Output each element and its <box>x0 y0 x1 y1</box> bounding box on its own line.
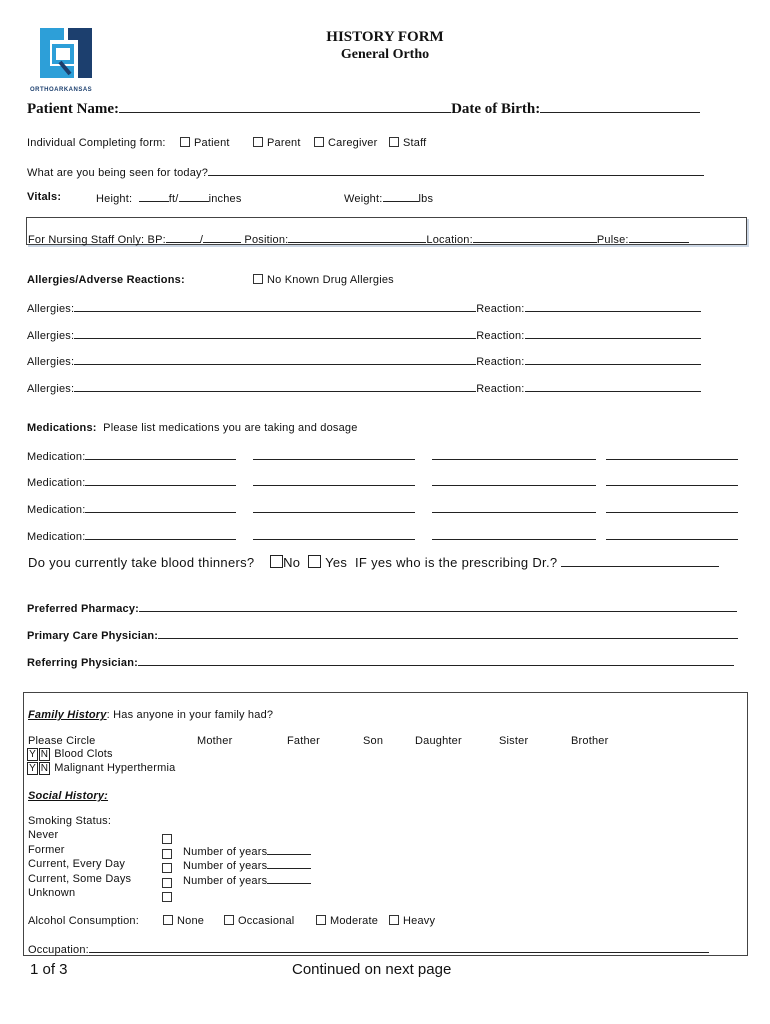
location-field[interactable] <box>473 232 597 243</box>
allergy-row <box>27 354 701 368</box>
height-label: Height: <box>96 193 133 205</box>
reaction-field[interactable] <box>525 301 701 312</box>
checkbox[interactable] <box>163 915 173 925</box>
smoking-option-current-some-days: Current, Some Days <box>28 873 132 885</box>
pcp-field[interactable] <box>158 628 738 639</box>
smoking-checkbox[interactable] <box>162 888 176 906</box>
medication-field[interactable] <box>85 529 236 540</box>
allergy-row <box>27 301 701 315</box>
allergy-label: Allergies: <box>27 330 75 342</box>
condition-row-blood-clots <box>27 748 113 761</box>
dob-label: Date of Birth: <box>451 101 541 117</box>
option-label: Occasional <box>238 915 295 927</box>
alcohol-label: Alcohol Consumption: <box>28 915 140 927</box>
pulse-label: Pulse: <box>596 234 629 246</box>
dob-field[interactable] <box>540 102 700 113</box>
years-label: Number of years <box>183 875 268 887</box>
patient-name-field[interactable] <box>119 102 451 113</box>
column-mother: Mother <box>197 735 233 747</box>
pharmacy-field[interactable] <box>139 601 737 612</box>
medication-field[interactable] <box>85 475 236 486</box>
height-ft-field[interactable] <box>139 191 169 202</box>
years-field[interactable] <box>267 844 311 855</box>
completing-label: Individual Completing form: <box>27 137 166 149</box>
reaction-field[interactable] <box>525 381 701 392</box>
height-row <box>96 191 242 205</box>
page-number: 1 of 3 <box>30 961 68 978</box>
smoking-status-label: Smoking Status: <box>28 815 112 827</box>
seen-for-row <box>27 165 704 179</box>
alcohol-option-occasional[interactable] <box>224 915 294 927</box>
no-box[interactable]: N <box>40 749 49 760</box>
reaction-label: Reaction: <box>476 383 525 395</box>
ft-label: ft/ <box>168 193 179 205</box>
medication-field[interactable] <box>253 502 415 513</box>
medication-field[interactable] <box>432 475 596 486</box>
yes-box[interactable]: Y <box>27 748 38 761</box>
years-row <box>183 873 311 887</box>
allergy-label: Allergies: <box>27 383 75 395</box>
condition-row-malignant-hyperthermia <box>27 762 175 775</box>
medication-row <box>27 529 738 543</box>
medications-instruction: Please list medications you are taking and dosage <box>103 422 358 434</box>
option-label: Staff <box>403 137 427 149</box>
checkbox[interactable] <box>162 878 172 888</box>
reaction-label: Reaction: <box>476 330 525 342</box>
allergy-label: Allergies: <box>27 356 75 368</box>
column-son: Son <box>363 735 384 747</box>
position-field[interactable] <box>288 232 426 243</box>
years-field[interactable] <box>267 873 311 884</box>
occupation-row <box>28 942 709 956</box>
bp-diastolic-field[interactable] <box>203 232 241 243</box>
option-label: Moderate <box>330 915 379 927</box>
condition-label: Malignant Hyperthermia <box>54 762 176 774</box>
allergy-field[interactable] <box>74 354 476 365</box>
medication-field[interactable] <box>432 529 596 540</box>
allergy-label: Allergies: <box>27 303 75 315</box>
column-father: Father <box>287 735 320 747</box>
weight-field[interactable] <box>383 191 419 202</box>
pharmacy-label: Preferred Pharmacy: <box>27 603 140 615</box>
medication-label: Medication: <box>27 504 86 516</box>
reaction-field[interactable] <box>525 328 701 339</box>
medication-field[interactable] <box>253 449 415 460</box>
continued-note: Continued on next page <box>292 961 452 978</box>
alcohol-option-heavy[interactable] <box>389 915 435 927</box>
option-label: None <box>177 915 205 927</box>
pcp-row <box>27 628 738 642</box>
yes-label: Yes <box>325 555 348 570</box>
medication-field[interactable] <box>606 449 738 460</box>
location-label: Location: <box>426 234 473 246</box>
option-caregiver[interactable] <box>314 137 378 149</box>
years-label: Number of years <box>183 860 268 872</box>
position-label: Position: <box>244 234 289 246</box>
lbs-label: lbs <box>418 193 434 205</box>
column-sister: Sister <box>499 735 529 747</box>
checkbox[interactable] <box>253 274 263 284</box>
allergy-field[interactable] <box>74 328 476 339</box>
logo-text: ORTHOARKANSAS <box>30 87 93 93</box>
bp-slash: / <box>199 234 204 246</box>
smoking-option-current-every-day: Current, Every Day <box>28 858 126 870</box>
medication-row <box>27 475 738 489</box>
checkbox[interactable] <box>316 915 326 925</box>
yes-checkbox[interactable] <box>308 555 321 568</box>
medication-field[interactable] <box>432 502 596 513</box>
no-box[interactable]: N <box>40 763 49 774</box>
alcohol-option-none[interactable] <box>163 915 204 927</box>
years-row <box>183 858 311 872</box>
referring-label: Referring Physician: <box>27 657 138 669</box>
yes-box[interactable]: Y <box>27 762 38 775</box>
medication-field[interactable] <box>85 449 236 460</box>
family-history-heading: Family History <box>28 709 107 721</box>
prescribing-dr-field[interactable] <box>561 554 719 567</box>
years-label: Number of years <box>183 846 268 858</box>
reaction-label: Reaction: <box>476 303 525 315</box>
checkbox[interactable] <box>162 892 172 902</box>
blood-thinners-row <box>28 554 719 570</box>
referring-row <box>27 655 734 669</box>
occupation-field[interactable] <box>89 942 709 953</box>
pulse-field[interactable] <box>629 232 689 243</box>
no-label: No <box>283 555 301 570</box>
smoking-option-never: Never <box>28 829 59 841</box>
reaction-label: Reaction: <box>476 356 525 368</box>
allergy-row <box>27 381 701 395</box>
nursing-label: For Nursing Staff Only: <box>28 234 145 246</box>
prescribing-dr-label: IF yes who is the prescribing Dr.? <box>355 555 558 570</box>
weight-label: Weight: <box>344 193 383 205</box>
height-in-field[interactable] <box>179 191 209 202</box>
checkbox[interactable] <box>224 915 234 925</box>
checkbox[interactable] <box>389 137 399 147</box>
medication-field[interactable] <box>606 502 738 513</box>
medications-heading-row <box>27 422 358 434</box>
referring-field[interactable] <box>138 655 734 666</box>
option-label: Patient <box>194 137 230 149</box>
option-label: Heavy <box>403 915 436 927</box>
blood-thinners-question: Do you currently take blood thinners? <box>28 555 255 570</box>
medications-heading: Medications: <box>27 422 97 434</box>
bp-label: BP: <box>147 234 166 246</box>
checkbox[interactable] <box>180 137 190 147</box>
checkbox[interactable] <box>162 849 172 859</box>
checkbox[interactable] <box>162 863 172 873</box>
checkbox[interactable] <box>253 137 263 147</box>
checkbox[interactable] <box>314 137 324 147</box>
allergy-field[interactable] <box>74 301 476 312</box>
vitals-label: Vitals: <box>27 191 62 203</box>
column-brother: Brother <box>571 735 609 747</box>
please-circle-label: Please Circle <box>28 735 96 747</box>
inches-label: inches <box>208 193 242 205</box>
condition-label: Blood Clots <box>54 748 113 760</box>
no-checkbox[interactable] <box>270 555 283 568</box>
patient-row <box>27 101 700 118</box>
medication-label: Medication: <box>27 451 86 463</box>
form-subtitle: General Ortho <box>340 47 430 62</box>
option-label: Parent <box>267 137 301 149</box>
nkda-option[interactable] <box>253 274 394 286</box>
family-history-heading-row <box>28 709 273 721</box>
medication-field[interactable] <box>85 502 236 513</box>
allergy-field[interactable] <box>74 381 476 392</box>
smoking-option-unknown: Unknown <box>28 887 76 899</box>
option-parent[interactable] <box>253 137 301 149</box>
pcp-label: Primary Care Physician: <box>27 630 159 642</box>
medication-label: Medication: <box>27 531 86 543</box>
alcohol-option-moderate[interactable] <box>316 915 378 927</box>
family-history-question: : Has anyone in your family had? <box>106 709 274 721</box>
bp-systolic-field[interactable] <box>166 232 200 243</box>
medication-field[interactable] <box>253 529 415 540</box>
nursing-row <box>28 232 689 246</box>
medication-row <box>27 449 738 463</box>
checkbox[interactable] <box>162 834 172 844</box>
years-field[interactable] <box>267 858 311 869</box>
social-history-heading: Social History: <box>28 790 109 802</box>
occupation-label: Occupation: <box>28 944 89 956</box>
option-patient[interactable] <box>180 137 230 149</box>
seen-for-label: What are you being seen for today? <box>27 167 209 179</box>
option-label: Caregiver <box>328 137 378 149</box>
patient-name-label: Patient Name: <box>27 101 120 117</box>
weight-row <box>344 191 433 205</box>
reaction-field[interactable] <box>525 354 701 365</box>
allergies-heading: Allergies/Adverse Reactions: <box>27 274 185 286</box>
column-daughter: Daughter <box>415 735 462 747</box>
seen-for-field[interactable] <box>208 165 704 176</box>
medication-field[interactable] <box>253 475 415 486</box>
smoking-option-former: Former <box>28 844 65 856</box>
medication-field[interactable] <box>606 475 738 486</box>
option-staff[interactable] <box>389 137 426 149</box>
allergy-row <box>27 328 701 342</box>
pharmacy-row <box>27 601 737 615</box>
years-row <box>183 844 311 858</box>
medication-field[interactable] <box>432 449 596 460</box>
form-title: HISTORY FORM <box>326 29 444 45</box>
nkda-label: No Known Drug Allergies <box>267 274 394 286</box>
medication-field[interactable] <box>606 529 738 540</box>
medication-label: Medication: <box>27 477 86 489</box>
checkbox[interactable] <box>389 915 399 925</box>
medication-row <box>27 502 738 516</box>
